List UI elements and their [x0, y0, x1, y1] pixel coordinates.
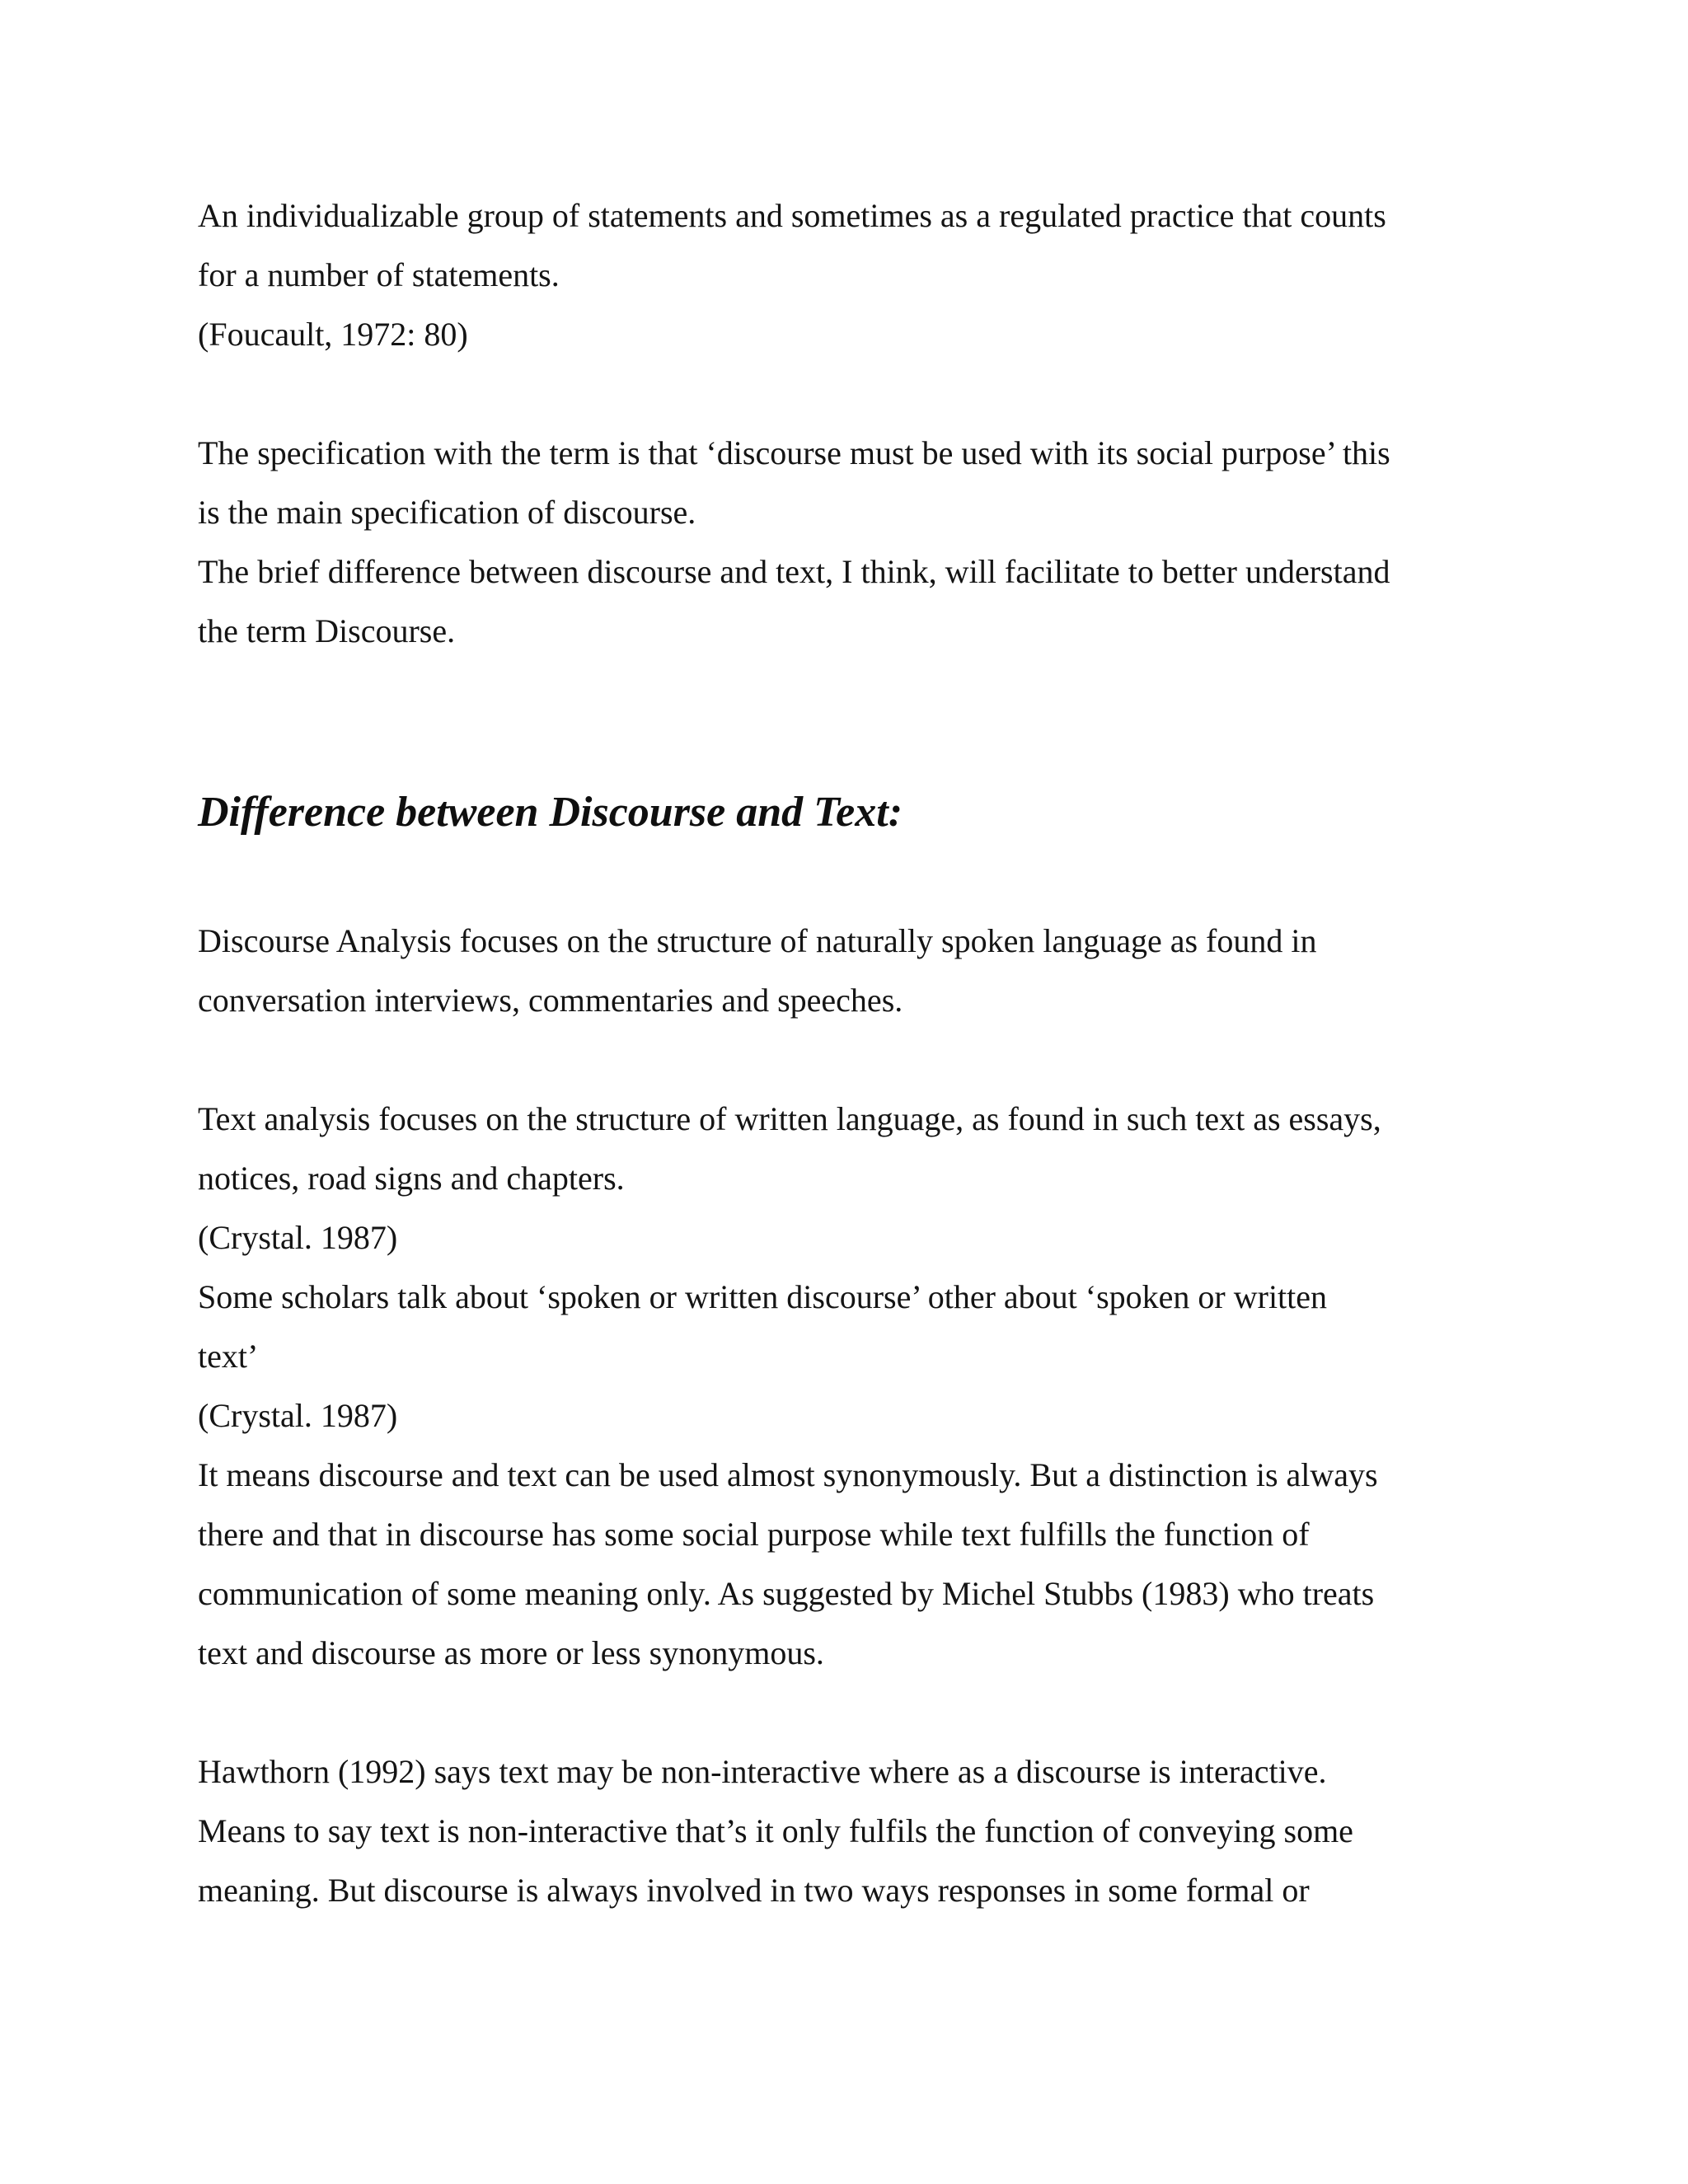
- citation-line: (Crystal. 1987): [198, 1397, 398, 1434]
- body-text-line: Hawthorn (1992) says text may be non-interactive where as a discourse is interactive.: [198, 1753, 1327, 1790]
- body-text-line: the term Discourse.: [198, 612, 456, 649]
- body-text-line: Some scholars talk about ‘spoken or written discourse’ other about ‘spoken or written: [198, 1278, 1328, 1315]
- body-text-line: is the main specification of discourse.: [198, 494, 696, 531]
- body-text-line: communication of some meaning only. As suggested by Michel Stubbs (1983) who treats: [198, 1575, 1375, 1612]
- body-text-line: Text analysis focuses on the structure of written language, as found in such text as essays,: [198, 1100, 1381, 1137]
- body-text-line: conversation interviews, commentaries and speeches.: [198, 982, 903, 1019]
- body-text-line: text’: [198, 1338, 259, 1375]
- citation-line: (Crystal. 1987): [198, 1219, 398, 1256]
- citation-line: (Foucault, 1972: 80): [198, 316, 468, 353]
- body-text-line: for a number of statements.: [198, 256, 560, 293]
- body-text-line: The specification with the term is that ‘discourse must be used with its social purpose’ this: [198, 434, 1390, 471]
- body-text-line: meaning. But discourse is always involved in two ways responses in some formal or: [198, 1872, 1310, 1909]
- body-text-line: It means discourse and text can be used almost synonymously. But a distinction is always: [198, 1456, 1378, 1493]
- body-text-line: The brief difference between discourse and text, I think, will facilitate to better understand: [198, 553, 1390, 590]
- body-text-line: An individualizable group of statements and sometimes as a regulated practice that counts: [198, 197, 1386, 234]
- body-text-line: Means to say text is non-interactive that’s it only fulfils the function of conveying some: [198, 1812, 1353, 1849]
- body-text-line: notices, road signs and chapters.: [198, 1160, 625, 1197]
- section-heading: Difference between Discourse and Text:: [198, 789, 903, 836]
- body-text-line: there and that in discourse has some social purpose while text fulfills the function of: [198, 1516, 1310, 1553]
- body-text-line: text and discourse as more or less synonymous.: [198, 1634, 824, 1671]
- body-text-line: Discourse Analysis focuses on the structure of naturally spoken language as found in: [198, 922, 1317, 959]
